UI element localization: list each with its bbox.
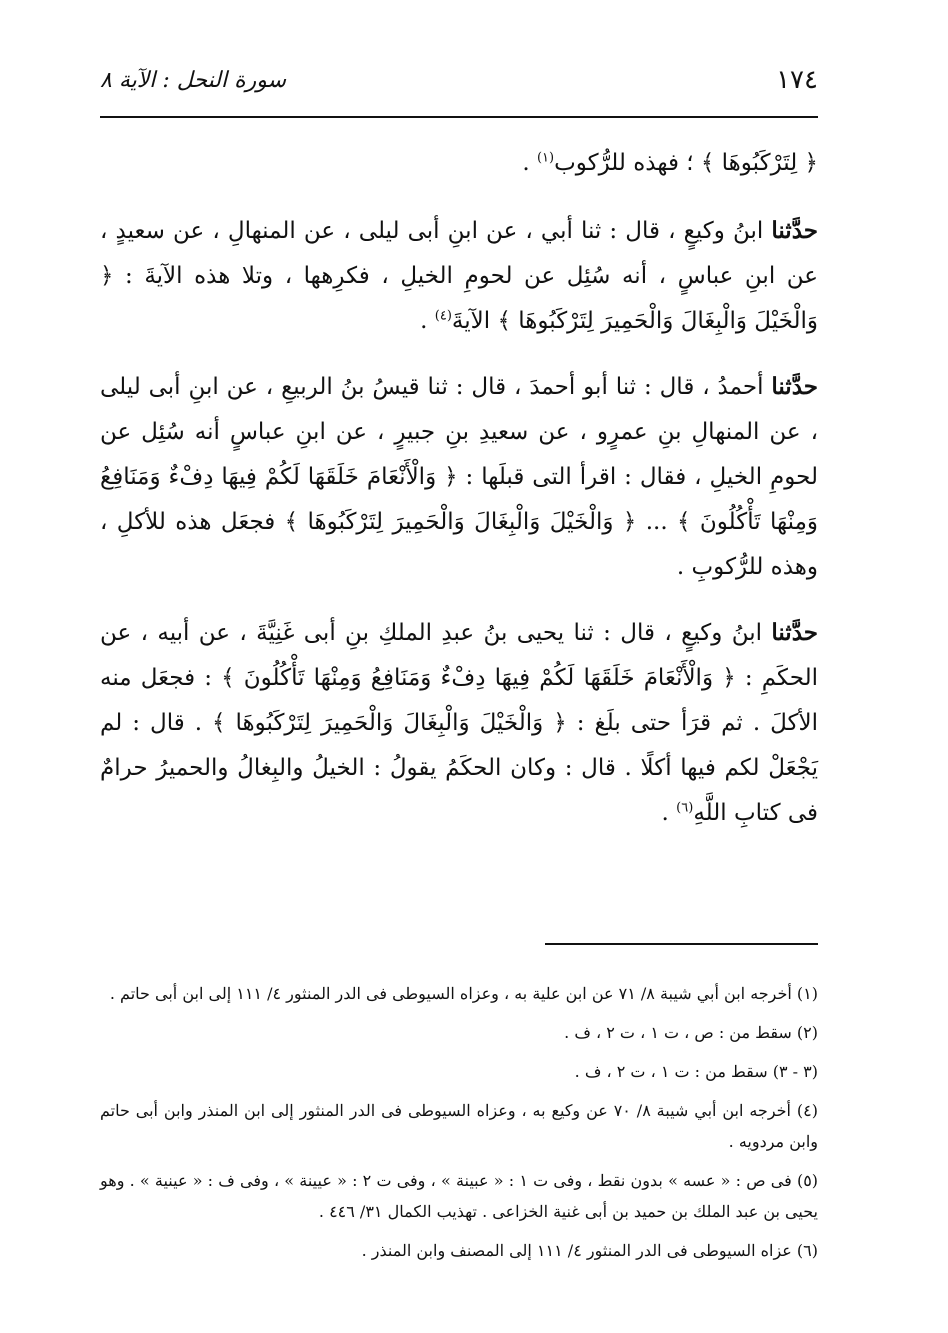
footnotes [100,978,818,1274]
footnote-marker: (٤) [434,308,452,324]
running-title: سورة النحل : الآية ٨ [100,67,287,93]
paragraph-text: ابنُ وكيعٍ ، قال : ثنا أبي ، عن ابنِ أبى ليلى ، عن المنهالِ ، عن سعيدٍ ، عن ابنِ عباسٍ ، أنه سُئِل عن لحومِ الخيلِ ، فكرِهها ، وتلا هذه الآيةَ : ﴿ وَالْخَيْلَ وَالْبِغَالَ وَالْحَمِيرَ لِتَرْكَبُوهَا ﴾ الآيةَ [100,218,818,334]
paragraph-text: أحمدُ ، قال : ثنا أبو أحمدَ ، قال : ثنا قيسُ بنُ الربيعِ ، عن ابنِ أبى ليلى ، عن المنهالِ بنِ عمرٍو ، عن سعيدِ بنِ جبيرٍ ، عن ابنِ عباسٍ أنه سُئِل عن لحومِ الخيلِ ، فقال : اقرأ التى قبلَها : ﴿ وَالْأَنْعَامَ خَلَقَهَا لَكُمْ فِيهَا دِفْءٌ وَمَنَافِعُ وَمِنْهَا تَأْكُلُونَ ﴾ ... ﴿ وَالْخَيْلَ وَالْبِغَالَ وَالْحَمِيرَ لِتَرْكَبُوهَا ﴾ فجعَل هذه للأكلِ ، وهذه للرُّكوبِ [100,374,818,580]
paragraph-tail: . [420,308,435,334]
footnote-6: (٦) عزاه السيوطى فى الدر المنثور ٤/ ١١١ إلى المصنف وابن المنذر . [361,1241,818,1260]
footnote-4: (٤) أخرجه ابن أبي شيبة ٨/ ٧٠ عن وكيع به ، وعزاه السيوطى فى الدر المنثور إلى ابن المنذر وابن أبى حاتم وابن مردويه . [100,1101,818,1151]
footnote-5: (٥) فى ص : « عسه » بدون نقط ، وفى ت ١ : « عبينة » ، وفى ت ٢ : « عيينة » ، وفى ف : « عينية » . وهو يحيى بن عبد الملك بن حميد بن أبى غنية الخزاعى . تهذيب الكمال ٣١/ ٤٤٦ . [100,1171,819,1221]
paragraph-lead: حدَّثنا [771,619,818,646]
footnote-2: (٢) سقط من : ص ، ت ١ ، ت ٢ ، ف . [564,1023,818,1042]
footnote-divider [545,943,818,945]
paragraph-tail: . [676,554,692,580]
footnote-marker: (١) [536,150,555,166]
paragraph-lead: حدَّثنا [771,373,818,400]
main-text [100,140,818,856]
paragraph-text: ابنُ وكيعٍ ، قال : ثنا يحيى بنُ عبدِ الملكِ بنِ أبى غَنِيَّةَ ، عن أبيه ، عن الحكَمِ : ﴿ وَالْأَنْعَامَ خَلَقَهَا لَكُمْ فِيهَا دِفْءٌ وَمَنَافِعُ وَمِنْهَا تَأْكُلُونَ ﴾ : فجعَل منه الأكلَ . ثم قرَأ حتى بلَغ : ﴿ وَالْخَيْلَ وَالْبِغَالَ وَالْحَمِيرَ لِتَرْكَبُوهَا ﴾ . قال : لم يَجْعَلْ لكم فيها أكلًا . قال : وكان الحكَمُ يقولُ : الخيلُ والبِغالُ والحميرُ حرامٌ فى كتابِ اللَّهِ [100,620,818,826]
page-number: ١٧٤ [776,65,818,95]
footnote-3: (٣ - ٣) سقط من : ت ١ ، ت ٢ ، ف . [574,1062,818,1081]
paragraph-3 [100,364,818,590]
paragraph-2 [100,208,818,344]
paragraph-1 [100,140,818,186]
footnote-1: (١) أخرجه ابن أبي شيبة ٨/ ٧١ عن ابن علية به ، وعزاه السيوطى فى الدر المنثور ٤/ ١١١ إلى ابن أبى حاتم . [109,984,818,1003]
paragraph-lead: حدَّثنا [771,217,818,244]
paragraph-tail: . [522,150,537,176]
paragraph-text: ﴿ لِتَرْكَبُوهَا ﴾ ؛ فهذه للرُّكوب [554,150,818,176]
page-header [100,55,818,105]
footnote-marker: (٦) [676,800,694,816]
paragraph-tail: . [661,800,677,826]
paragraph-4 [100,610,818,836]
header-divider [100,116,818,118]
